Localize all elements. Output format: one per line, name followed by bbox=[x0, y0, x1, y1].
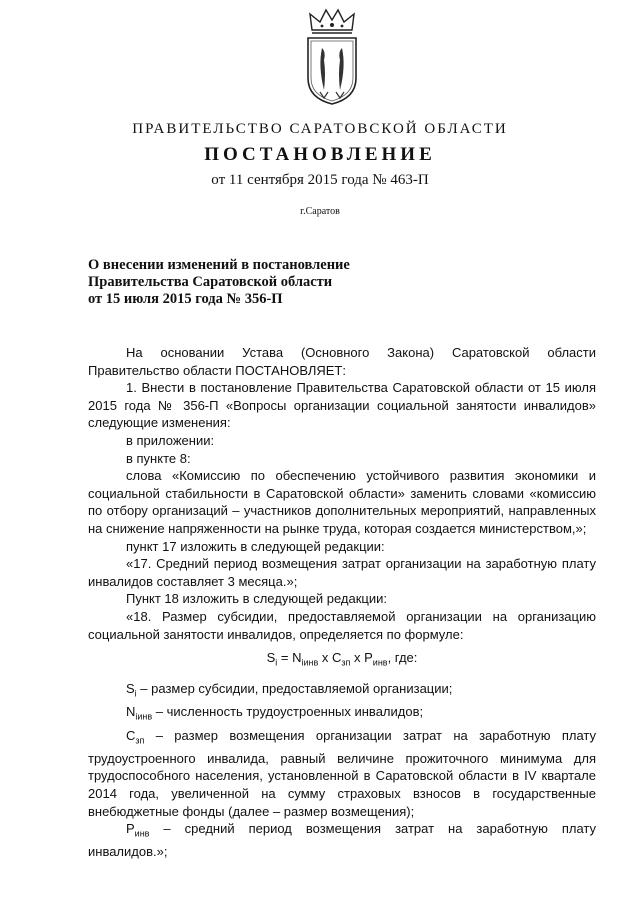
formula-definition: $N_{iинв}$ – численность трудоустроенных инвалидов; bbox=[126, 704, 424, 723]
paragraph: «17. Средний период возмещения затрат организации на заработную плату инвалидов составляет 3 месяца.»; bbox=[88, 556, 596, 589]
paragraph: в пункте 8: bbox=[126, 450, 191, 466]
document-subject bbox=[88, 257, 350, 308]
paragraph: в приложении: bbox=[126, 432, 215, 448]
paragraph: пункт 17 изложить в следующей редакции: bbox=[126, 538, 385, 554]
formula-definition: $S_i$ – размер субсидии, предоставляемой организации; bbox=[126, 681, 453, 699]
subject-line: Правительства Саратовской области bbox=[88, 274, 333, 290]
subject-line: от 15 июля 2015 года № 356-П bbox=[88, 291, 283, 307]
formula-definition: $C_{зп}$ – размер возмещения организации затрат на заработную плату трудоустроенного инвалида, равный величине прожиточного минимума для трудоспособного населения, установленной в Саратовской области в IV квартале 2014 года, увеличенной на сумму страховых взносов в государственные внебюджетные фонды (далее – размер возмещения); bbox=[88, 727, 596, 819]
paragraph: слова «Комиссию по обеспечению устойчивого развития экономики и социальной стабильности в Саратовской области» заменить словами «комиссию по отбору организаций – участников дополнительных мероприятий, направленных на снижение напряженности на рынке труда, которая создается министерством,»; bbox=[88, 468, 596, 536]
document-city: г.Саратов bbox=[300, 206, 340, 217]
subject-line: О внесении изменений в постановление bbox=[88, 257, 350, 273]
saratov-coat-of-arms-icon bbox=[300, 8, 364, 106]
document-body bbox=[88, 344, 596, 861]
subsidy-formula: $S_i = N_{iинв}$ x $C_{зп}$ x $P_{инв}$, где: bbox=[266, 650, 418, 668]
document-type-title: ПОСТАНОВЛЕНИЕ bbox=[204, 144, 436, 165]
paragraph: «18. Размер субсидии, предоставляемой организации на организацию социальной занятости инвалидов, определяется по формуле: bbox=[88, 608, 596, 642]
document-date-number: от 11 сентября 2015 года № 463-П bbox=[211, 172, 429, 188]
paragraph: Пункт 18 изложить в следующей редакции: bbox=[126, 591, 387, 607]
formula-definition: $P_{инв}$ – средний период возмещения затрат на заработную плату инвалидов.»; bbox=[88, 821, 596, 860]
paragraph: 1. Внести в постановление Правительства Саратовской области от 15 июля 2015 года № 356-П «Вопросы организации социальной занятости инвалидов» следующие изменения: bbox=[88, 380, 596, 431]
paragraph: На основании Устава (Основного Закона) Саратовской области Правительство области ПОСТАНОВЛЯЕТ: bbox=[88, 345, 596, 378]
government-name: ПРАВИТЕЛЬСТВО САРАТОВСКОЙ ОБЛАСТИ bbox=[132, 121, 508, 137]
